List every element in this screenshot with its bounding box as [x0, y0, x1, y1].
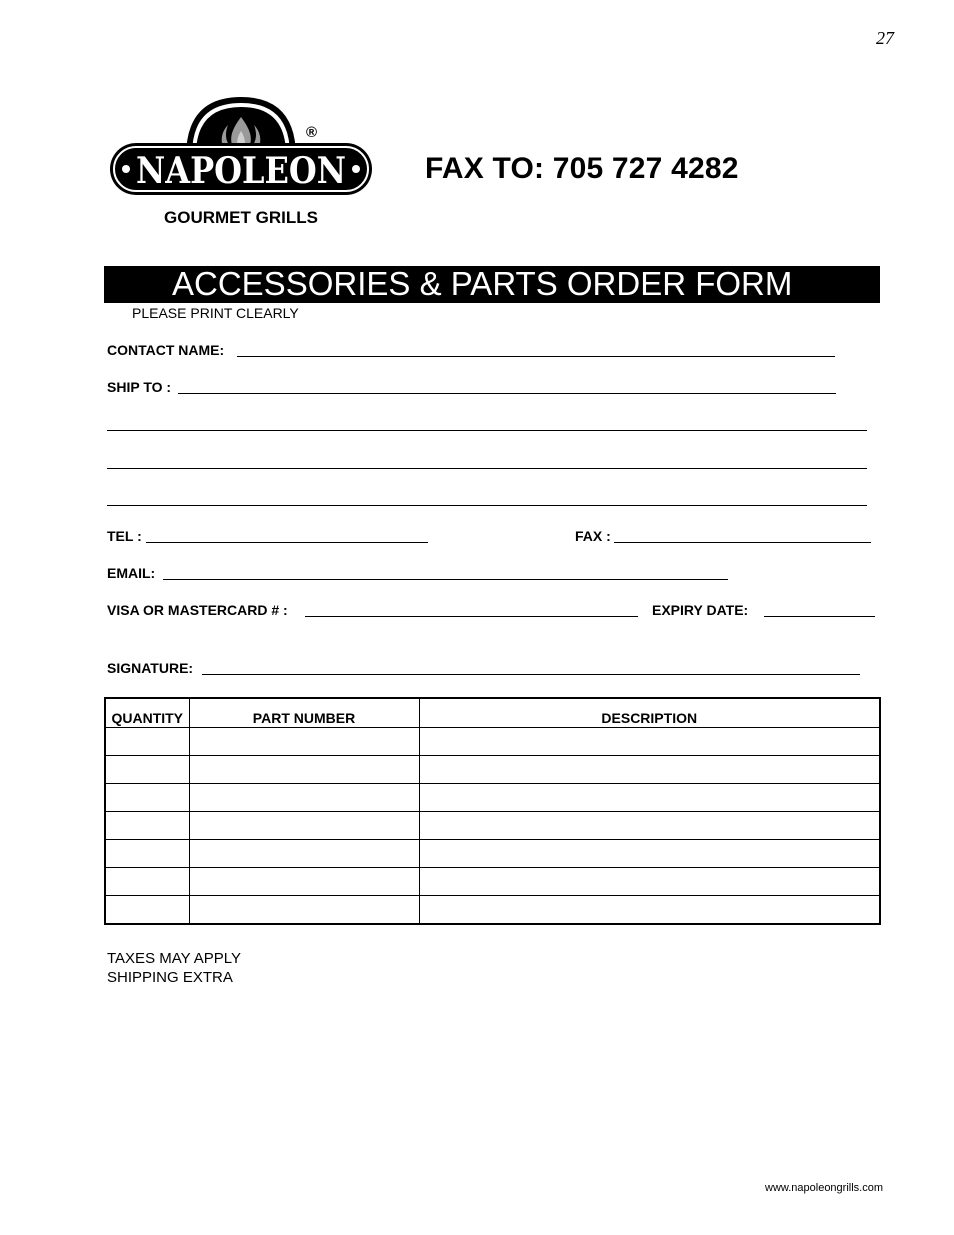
part-number-header: PART NUMBER	[189, 698, 419, 728]
registered-mark: ®	[306, 124, 318, 141]
quantity-cell[interactable]	[105, 812, 189, 840]
part-number-cell[interactable]	[189, 896, 419, 925]
table-row	[105, 784, 880, 812]
table-row	[105, 840, 880, 868]
part-number-cell[interactable]	[189, 812, 419, 840]
quantity-cell[interactable]	[105, 896, 189, 925]
table-row	[105, 896, 880, 925]
description-cell[interactable]	[419, 812, 880, 840]
table-header-row	[105, 698, 880, 728]
card-number-field[interactable]	[305, 616, 638, 617]
quantity-header: QUANTITY	[105, 698, 189, 728]
page-number: 27	[876, 28, 894, 48]
taxes-note: TAXES MAY APPLY	[107, 950, 241, 967]
description-cell[interactable]	[419, 868, 880, 896]
contact-name-field[interactable]	[237, 356, 835, 357]
email-label: EMAIL:	[107, 565, 156, 581]
fax-header: FAX TO: 705 727 4282	[425, 152, 739, 185]
part-number-cell[interactable]	[189, 728, 419, 756]
form-title: ACCESSORIES & PARTS ORDER FORM	[172, 265, 793, 302]
part-number-cell[interactable]	[189, 840, 419, 868]
signature-label: SIGNATURE:	[107, 660, 194, 676]
ship-to-line-3[interactable]	[107, 468, 867, 469]
description-cell[interactable]	[419, 756, 880, 784]
description-cell[interactable]	[419, 840, 880, 868]
tel-label: TEL :	[107, 528, 142, 544]
description-cell[interactable]	[419, 784, 880, 812]
ship-to-field[interactable]	[178, 393, 836, 394]
table-row	[105, 756, 880, 784]
quantity-cell[interactable]	[105, 840, 189, 868]
footer-url[interactable]: www.napoleongrills.com	[765, 1182, 883, 1194]
part-number-cell[interactable]	[189, 784, 419, 812]
instruction-text: PLEASE PRINT CLEARLY	[132, 305, 299, 321]
shipping-note: SHIPPING EXTRA	[107, 969, 233, 986]
quantity-cell[interactable]	[105, 728, 189, 756]
fax-label: FAX :	[575, 528, 611, 544]
table-row	[105, 812, 880, 840]
description-cell[interactable]	[419, 728, 880, 756]
expiry-date-label: EXPIRY DATE:	[652, 602, 749, 618]
part-number-cell[interactable]	[189, 868, 419, 896]
quantity-cell[interactable]	[105, 868, 189, 896]
table-row	[105, 728, 880, 756]
part-number-cell[interactable]	[189, 756, 419, 784]
description-header: DESCRIPTION	[419, 698, 880, 728]
ship-to-line-2[interactable]	[107, 430, 867, 431]
expiry-date-field[interactable]	[764, 616, 875, 617]
email-field[interactable]	[163, 579, 728, 580]
logo-tagline: GOURMET GRILLS	[164, 208, 318, 227]
fax-field[interactable]	[614, 542, 871, 543]
contact-name-label: CONTACT NAME:	[107, 342, 225, 358]
napoleon-logo	[108, 95, 374, 235]
description-cell[interactable]	[419, 896, 880, 925]
tel-field[interactable]	[146, 542, 428, 543]
parts-table	[104, 697, 881, 925]
logo-brand: NAPOLEON	[136, 150, 346, 192]
card-number-label: VISA OR MASTERCARD # :	[107, 602, 288, 618]
signature-field[interactable]	[202, 674, 860, 675]
quantity-cell[interactable]	[105, 784, 189, 812]
ship-to-line-4[interactable]	[107, 505, 867, 506]
ship-to-label: SHIP TO :	[107, 379, 172, 395]
quantity-cell[interactable]	[105, 756, 189, 784]
table-row	[105, 868, 880, 896]
